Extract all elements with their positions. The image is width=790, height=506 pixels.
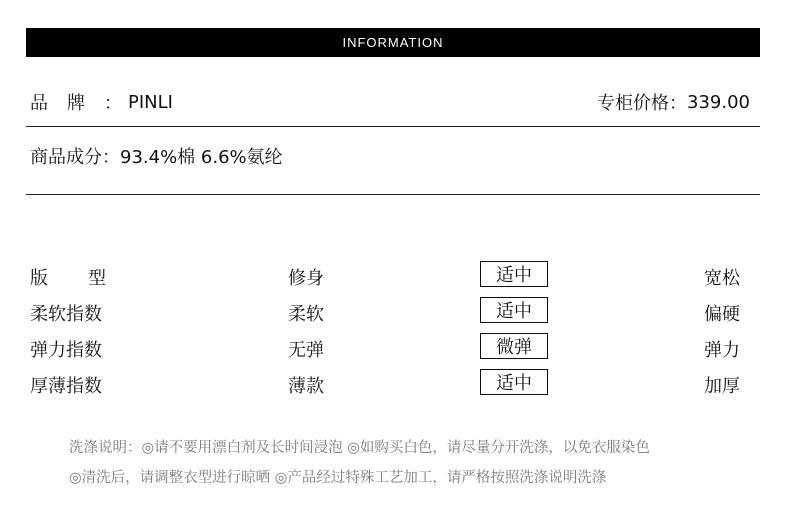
composition-value: 93.4%棉 6.6%氨纶	[120, 147, 283, 168]
brand-field	[26, 89, 173, 115]
information-header-bar	[26, 28, 760, 57]
property-low-option: 薄款	[288, 376, 324, 397]
care-instructions-line-2: ◎清洗后，请调整衣型进行晾晒 ◎产品经过特殊工艺加工，请严格按照洗涤说明洗涤	[69, 470, 607, 486]
property-low-option: 柔软	[288, 304, 324, 325]
composition-row	[30, 144, 283, 168]
brand-value: PINLI	[128, 91, 173, 113]
divider	[26, 194, 760, 195]
property-name: 版型	[30, 268, 106, 289]
brand-label: 品 牌 ：	[30, 93, 122, 114]
property-high-option: 弹力	[704, 340, 740, 361]
property-row-fit	[30, 258, 750, 294]
property-high-option: 宽松	[704, 268, 740, 289]
property-row-elasticity	[30, 330, 750, 366]
property-low-option: 修身	[288, 268, 324, 289]
care-instructions-line-1: 洗涤说明：◎请不要用漂白剂及长时间浸泡 ◎如购买白色，请尽量分开洗涤，以免衣服染色	[69, 440, 650, 456]
property-table	[30, 258, 750, 402]
divider	[26, 126, 760, 127]
brand-price-row	[26, 90, 760, 114]
header-title: INFORMATION	[342, 35, 444, 50]
property-selected-option: 适中	[480, 369, 548, 395]
property-row-thickness	[30, 366, 750, 402]
property-low-option: 无弹	[288, 340, 324, 361]
property-high-option: 加厚	[704, 376, 740, 397]
property-name: 厚薄指数	[30, 376, 102, 397]
property-selected-option: 适中	[480, 261, 548, 287]
property-selected-option: 适中	[480, 297, 548, 323]
property-selected-option: 微弹	[480, 333, 548, 359]
price-field	[597, 89, 760, 115]
property-name: 柔软指数	[30, 304, 102, 325]
price-value: 339.00	[687, 91, 750, 113]
property-high-option: 偏硬	[704, 304, 740, 325]
property-name: 弹力指数	[30, 340, 102, 361]
price-label: 专柜价格：	[597, 93, 688, 114]
property-row-softness	[30, 294, 750, 330]
composition-label: 商品成分：	[30, 147, 120, 168]
